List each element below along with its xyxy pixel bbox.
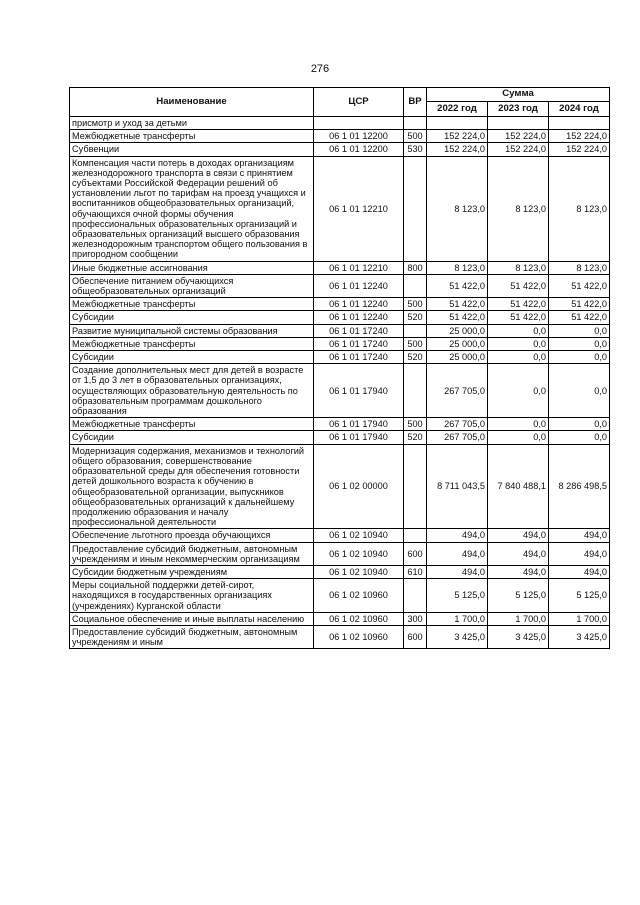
cell-csr: 06 1 01 12210 — [314, 156, 404, 261]
cell-2024: 1 700,0 — [549, 612, 610, 625]
cell-2022: 152 224,0 — [427, 130, 488, 143]
cell-2022: 267 705,0 — [427, 364, 488, 418]
cell-csr: 06 1 01 12240 — [314, 274, 404, 297]
cell-name: Субсидии — [70, 311, 314, 324]
cell-name: Социальное обеспечение и иные выплаты населению — [70, 612, 314, 625]
table-row — [70, 311, 610, 324]
cell-2023: 152 224,0 — [488, 143, 549, 156]
cell-csr: 06 1 01 17940 — [314, 431, 404, 444]
cell-vr — [404, 529, 427, 542]
cell-2024: 0,0 — [549, 364, 610, 418]
cell-2024: 8 123,0 — [549, 156, 610, 261]
cell-2024: 494,0 — [549, 542, 610, 565]
cell-csr: 06 1 01 17240 — [314, 351, 404, 364]
cell-name: присмотр и уход за детьми — [70, 117, 314, 130]
cell-vr — [404, 579, 427, 613]
cell-2023: 494,0 — [488, 542, 549, 565]
cell-2022 — [427, 117, 488, 130]
cell-2024: 0,0 — [549, 351, 610, 364]
header-year-2023: 2023 год — [488, 102, 549, 117]
header-name: Наименование — [70, 88, 314, 117]
cell-2023: 5 125,0 — [488, 579, 549, 613]
cell-csr: 06 1 02 10940 — [314, 565, 404, 578]
cell-2024: 0,0 — [549, 337, 610, 350]
cell-name: Субсидии бюджетным учреждениям — [70, 565, 314, 578]
cell-2023: 0,0 — [488, 364, 549, 418]
cell-2023: 0,0 — [488, 418, 549, 431]
cell-vr: 520 — [404, 431, 427, 444]
cell-name: Межбюджетные трансферты — [70, 418, 314, 431]
cell-csr — [314, 117, 404, 130]
cell-name: Обеспечение льготного проезда обучающихся — [70, 529, 314, 542]
cell-csr: 06 1 02 00000 — [314, 444, 404, 529]
cell-vr — [404, 274, 427, 297]
cell-2022: 8 123,0 — [427, 261, 488, 274]
table-row — [70, 261, 610, 274]
cell-2022: 152 224,0 — [427, 143, 488, 156]
cell-vr — [404, 444, 427, 529]
cell-name: Межбюджетные трансферты — [70, 298, 314, 311]
cell-2022: 494,0 — [427, 542, 488, 565]
cell-2024: 8 123,0 — [549, 261, 610, 274]
cell-2022: 494,0 — [427, 529, 488, 542]
table-row — [70, 298, 610, 311]
table-row — [70, 364, 610, 418]
cell-name: Модернизация содержания, механизмов и технологий общего образования, совершенствование образовательной среды для обеспечения готовности детей дошкольного возраста к обучению в общеобразовательной организации, выпускников общеобразовательных организаций к дальнейшему продолжению образования и началу профессиональной деятельности — [70, 444, 314, 529]
cell-2022: 267 705,0 — [427, 431, 488, 444]
cell-csr: 06 1 01 12210 — [314, 261, 404, 274]
cell-csr: 06 1 02 10960 — [314, 625, 404, 648]
cell-vr — [404, 156, 427, 261]
cell-2024: 51 422,0 — [549, 298, 610, 311]
cell-2022: 494,0 — [427, 565, 488, 578]
cell-csr: 06 1 01 17940 — [314, 364, 404, 418]
cell-name: Субсидии — [70, 431, 314, 444]
cell-2024: 0,0 — [549, 324, 610, 337]
cell-2023: 51 422,0 — [488, 311, 549, 324]
header-year-2022: 2022 год — [427, 102, 488, 117]
cell-2022: 3 425,0 — [427, 625, 488, 648]
table-row — [70, 542, 610, 565]
table-row — [70, 418, 610, 431]
cell-csr: 06 1 01 17240 — [314, 324, 404, 337]
cell-vr: 600 — [404, 625, 427, 648]
cell-2024 — [549, 117, 610, 130]
table-row — [70, 565, 610, 578]
cell-name: Создание дополнительных мест для детей в возрасте от 1,5 до 3 лет в образовательных организациях, осуществляющих образовательную деятельность по образовательным программам дошкольного образования — [70, 364, 314, 418]
cell-2022: 51 422,0 — [427, 274, 488, 297]
cell-2024: 51 422,0 — [549, 311, 610, 324]
cell-2024: 5 125,0 — [549, 579, 610, 613]
cell-vr: 800 — [404, 261, 427, 274]
cell-vr: 610 — [404, 565, 427, 578]
cell-csr: 06 1 02 10960 — [314, 612, 404, 625]
cell-2024: 0,0 — [549, 418, 610, 431]
cell-2024: 3 425,0 — [549, 625, 610, 648]
table-row — [70, 337, 610, 350]
cell-vr: 500 — [404, 418, 427, 431]
cell-name: Компенсация части потерь в доходах организациям железнодорожного транспорта в связи с принятием субъектами Российской Федерации решений об установлении льгот по тарифам на проезд учащихся и воспитанников общеобразовательных организаций, обучающихся очной формы обучения профессиональных образовательных организаций и образовательных организаций высшего образования железнодорожным транспортом общего пользования в пригородном сообщении — [70, 156, 314, 261]
cell-2023: 51 422,0 — [488, 298, 549, 311]
table-row — [70, 274, 610, 297]
table-row — [70, 117, 610, 130]
cell-name: Иные бюджетные ассигнования — [70, 261, 314, 274]
cell-vr: 520 — [404, 311, 427, 324]
header-sum: Сумма — [427, 88, 610, 102]
cell-vr — [404, 117, 427, 130]
budget-table — [69, 87, 610, 649]
cell-vr: 520 — [404, 351, 427, 364]
cell-vr — [404, 364, 427, 418]
cell-csr: 06 1 02 10940 — [314, 529, 404, 542]
cell-2022: 51 422,0 — [427, 311, 488, 324]
cell-2024: 494,0 — [549, 529, 610, 542]
cell-vr: 500 — [404, 298, 427, 311]
cell-2023: 7 840 488,1 — [488, 444, 549, 529]
cell-name: Обеспечение питанием обучающихся общеобразовательных организаций — [70, 274, 314, 297]
cell-2023 — [488, 117, 549, 130]
table-row — [70, 444, 610, 529]
cell-name: Субвенции — [70, 143, 314, 156]
cell-2023: 8 123,0 — [488, 156, 549, 261]
table-row — [70, 431, 610, 444]
cell-name: Предоставление субсидий бюджетным, автономным учреждениям и иным некоммерческим организациям — [70, 542, 314, 565]
cell-2022: 1 700,0 — [427, 612, 488, 625]
cell-2023: 494,0 — [488, 565, 549, 578]
cell-csr: 06 1 01 12240 — [314, 298, 404, 311]
cell-name: Предоставление субсидий бюджетным, автономным учреждениям и иным — [70, 625, 314, 648]
cell-2023: 0,0 — [488, 337, 549, 350]
cell-2023: 0,0 — [488, 351, 549, 364]
cell-2022: 8 123,0 — [427, 156, 488, 261]
table-row — [70, 529, 610, 542]
cell-2022: 25 000,0 — [427, 337, 488, 350]
cell-vr: 600 — [404, 542, 427, 565]
cell-2024: 152 224,0 — [549, 130, 610, 143]
table-header — [70, 88, 610, 117]
cell-2022: 25 000,0 — [427, 324, 488, 337]
cell-name: Меры социальной поддержки детей-сирот, находящихся в государственных организациях (учреждениях) Курганской области — [70, 579, 314, 613]
cell-2023: 0,0 — [488, 324, 549, 337]
cell-vr: 530 — [404, 143, 427, 156]
cell-csr: 06 1 02 10940 — [314, 542, 404, 565]
table-row — [70, 143, 610, 156]
table-row — [70, 625, 610, 648]
header-vr: ВР — [404, 88, 427, 117]
cell-2023: 3 425,0 — [488, 625, 549, 648]
cell-name: Межбюджетные трансферты — [70, 337, 314, 350]
cell-2022: 51 422,0 — [427, 298, 488, 311]
cell-2023: 8 123,0 — [488, 261, 549, 274]
cell-2022: 25 000,0 — [427, 351, 488, 364]
cell-2024: 152 224,0 — [549, 143, 610, 156]
cell-csr: 06 1 01 17240 — [314, 337, 404, 350]
cell-2023: 0,0 — [488, 431, 549, 444]
cell-2022: 5 125,0 — [427, 579, 488, 613]
cell-vr — [404, 324, 427, 337]
cell-2024: 51 422,0 — [549, 274, 610, 297]
table-row — [70, 130, 610, 143]
cell-csr: 06 1 02 10960 — [314, 579, 404, 613]
cell-name: Развитие муниципальной системы образования — [70, 324, 314, 337]
cell-2023: 494,0 — [488, 529, 549, 542]
cell-2024: 494,0 — [549, 565, 610, 578]
table-body — [70, 117, 610, 649]
cell-2023: 152 224,0 — [488, 130, 549, 143]
cell-2022: 8 711 043,5 — [427, 444, 488, 529]
cell-csr: 06 1 01 17940 — [314, 418, 404, 431]
cell-csr: 06 1 01 12240 — [314, 311, 404, 324]
table-row — [70, 324, 610, 337]
cell-csr: 06 1 01 12200 — [314, 130, 404, 143]
cell-csr: 06 1 01 12200 — [314, 143, 404, 156]
table-row — [70, 351, 610, 364]
cell-2023: 51 422,0 — [488, 274, 549, 297]
page-number: 276 — [310, 63, 330, 75]
cell-2023: 1 700,0 — [488, 612, 549, 625]
cell-2024: 8 286 498,5 — [549, 444, 610, 529]
table-row — [70, 156, 610, 261]
table-row — [70, 612, 610, 625]
cell-2024: 0,0 — [549, 431, 610, 444]
cell-vr: 500 — [404, 337, 427, 350]
header-csr: ЦСР — [314, 88, 404, 117]
cell-name: Межбюджетные трансферты — [70, 130, 314, 143]
cell-2022: 267 705,0 — [427, 418, 488, 431]
table-row — [70, 579, 610, 613]
cell-vr: 300 — [404, 612, 427, 625]
cell-vr: 500 — [404, 130, 427, 143]
cell-name: Субсидии — [70, 351, 314, 364]
header-year-2024: 2024 год — [549, 102, 610, 117]
